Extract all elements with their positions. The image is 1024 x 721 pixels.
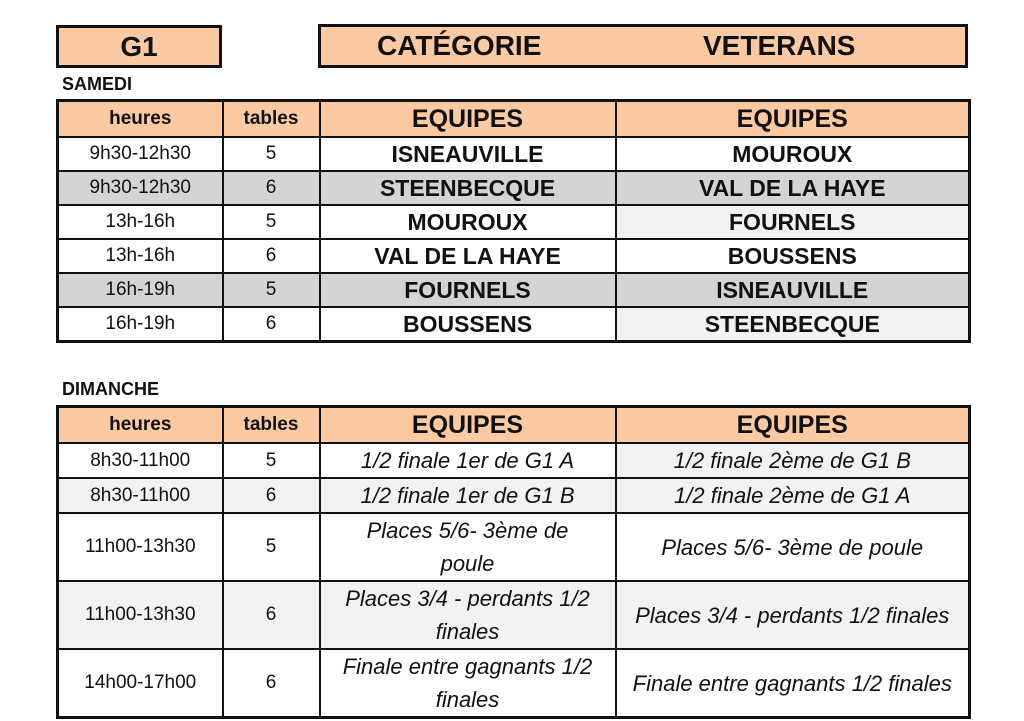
group-label: G1 xyxy=(120,30,158,62)
table-row xyxy=(58,273,970,307)
equipe1-cell: ISNEAUVILLE xyxy=(320,137,616,171)
column-header-equipes-2: EQUIPES xyxy=(616,101,970,138)
equipe1-cell: FOURNELS xyxy=(320,273,616,307)
column-header-tables: tables xyxy=(223,407,320,444)
equipe2-cell: MOUROUX xyxy=(616,137,970,171)
column-header-heures: heures xyxy=(58,101,223,138)
table-row xyxy=(58,171,970,205)
equipe2-cell: ISNEAUVILLE xyxy=(616,273,970,307)
heures-cell: 11h00-13h30 xyxy=(58,581,223,649)
schedule-table-samedi xyxy=(56,99,971,343)
heures-cell: 8h30-11h00 xyxy=(58,443,223,478)
category-label: CATÉGORIE xyxy=(377,30,542,61)
tables-cell: 6 xyxy=(223,581,320,649)
heures-cell: 13h-16h xyxy=(58,205,223,239)
table-header-row xyxy=(58,407,970,444)
column-header-tables: tables xyxy=(223,101,320,138)
equipe1-cell: MOUROUX xyxy=(320,205,616,239)
heures-cell: 8h30-11h00 xyxy=(58,478,223,513)
equipe2-cell: VAL DE LA HAYE xyxy=(616,171,970,205)
equipe2-text: Places 5/6- 3ème de poule xyxy=(661,534,924,560)
heures-cell: 16h-19h xyxy=(58,273,223,307)
equipe1-cell xyxy=(320,581,616,649)
tables-cell: 5 xyxy=(223,513,320,581)
equipe1-cell xyxy=(320,649,616,718)
tables-cell: 6 xyxy=(223,307,320,342)
equipe2-cell xyxy=(616,513,970,581)
tables-cell: 5 xyxy=(223,205,320,239)
equipe1-text: Places 3/4 - perdants 1/2 finales xyxy=(345,586,590,644)
equipe2-cell: STEENBECQUE xyxy=(616,307,970,342)
equipe1-cell xyxy=(320,513,616,581)
equipe2-cell: FOURNELS xyxy=(616,205,970,239)
equipe1-cell: VAL DE LA HAYE xyxy=(320,239,616,273)
equipe2-cell: 1/2 finale 2ème de G1 B xyxy=(616,443,970,478)
table-row xyxy=(58,239,970,273)
table-row xyxy=(58,478,970,513)
equipe1-cell: STEENBECQUE xyxy=(320,171,616,205)
table-row xyxy=(58,513,970,581)
equipe2-cell xyxy=(616,649,970,718)
equipe1-cell: BOUSSENS xyxy=(320,307,616,342)
tables-cell: 6 xyxy=(223,171,320,205)
day-label-samedi: SAMEDI xyxy=(62,74,133,94)
tables-cell: 5 xyxy=(223,273,320,307)
equipe1-text: Places 5/6- 3ème de poule xyxy=(366,518,569,576)
equipe1-text: Finale entre gagnants 1/2 finales xyxy=(342,654,593,712)
equipe2-text: Finale entre gagnants 1/2 finales xyxy=(632,670,952,696)
table-row xyxy=(58,581,970,649)
equipe2-cell xyxy=(616,581,970,649)
group-box xyxy=(56,25,222,68)
tables-cell: 6 xyxy=(223,478,320,513)
heures-cell: 14h00-17h00 xyxy=(58,649,223,718)
tables-cell: 5 xyxy=(223,443,320,478)
table-row xyxy=(58,137,970,171)
table-row xyxy=(58,307,970,342)
equipe2-text: Places 3/4 - perdants 1/2 finales xyxy=(635,602,950,628)
column-header-equipes-1: EQUIPES xyxy=(320,407,616,444)
category-value: VETERANS xyxy=(703,30,856,61)
column-header-heures: heures xyxy=(58,407,223,444)
equipe1-cell: 1/2 finale 1er de G1 A xyxy=(320,443,616,478)
tables-cell: 6 xyxy=(223,649,320,718)
table-row xyxy=(58,443,970,478)
tables-cell: 5 xyxy=(223,137,320,171)
column-header-equipes-1: EQUIPES xyxy=(320,101,616,138)
equipe2-cell: BOUSSENS xyxy=(616,239,970,273)
heures-cell: 9h30-12h30 xyxy=(58,137,223,171)
tables-cell: 6 xyxy=(223,239,320,273)
table-row xyxy=(58,649,970,718)
column-header-equipes-2: EQUIPES xyxy=(616,407,970,444)
category-box xyxy=(318,24,968,68)
equipe1-cell: 1/2 finale 1er de G1 B xyxy=(320,478,616,513)
equipe2-cell: 1/2 finale 2ème de G1 A xyxy=(616,478,970,513)
heures-cell: 16h-19h xyxy=(58,307,223,342)
schedule-table-dimanche xyxy=(56,405,971,719)
day-label-dimanche: DIMANCHE xyxy=(62,379,159,399)
table-row xyxy=(58,205,970,239)
heures-cell: 13h-16h xyxy=(58,239,223,273)
heures-cell: 11h00-13h30 xyxy=(58,513,223,581)
table-header-row xyxy=(58,101,970,138)
heures-cell: 9h30-12h30 xyxy=(58,171,223,205)
